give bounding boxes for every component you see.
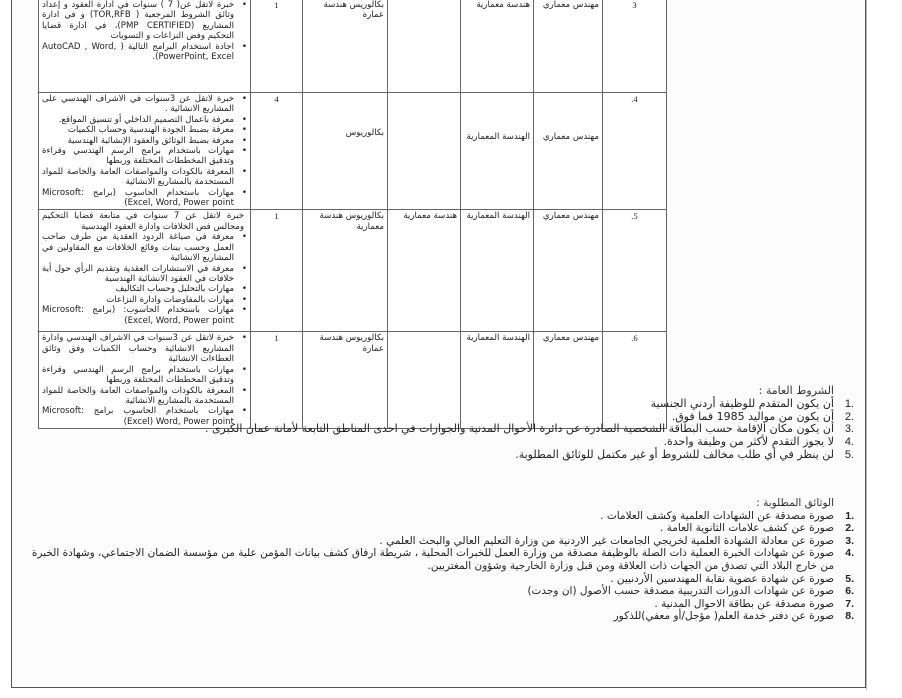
- required-documents-title: الوثائق المطلوبة :: [756, 497, 834, 509]
- document-item: 2. صورة عن كشف علامات الثانوية العامة .: [659, 522, 854, 535]
- job-title: مهندس معماري: [534, 210, 603, 332]
- condition-item: 4. لا يجوز التقدم لأكثر من وظيفة واحدة.: [663, 435, 854, 449]
- general-conditions: [26, 385, 856, 462]
- document-item: 3. صورة عن معادلة الشهادة العلمية لخريجي الجامعات غير الاردنية من وزارة التعليم العالي والبحث العلمي .: [379, 534, 854, 547]
- specialization-2: [388, 93, 461, 210]
- requirement-item: خبرة لاتقل عن 7 سنوات في متابعة قضايا التحكيم ومجالس فض الخلافات وادارة العقود الهندسية: [42, 211, 245, 232]
- requirement-item: • خبرة لاتقل عن 3سنوات في الاشراف الهندسي على المشاريع الانشائية .: [42, 94, 237, 115]
- condition-item: 3. أن يكون مكان الإقامة حسب البطاقة الشخصية الصادرة عن دائرة الأحوال المدنية والجوازات في احدى المناطق التابعة لأمانة عمان الكبرى .: [204, 422, 854, 436]
- requirement-item: • المعرفة بالكودات والمواصفات العامة والخاصة للمواد المستخدمة بالمشاريع الانشائية: [42, 167, 237, 188]
- condition-item: 5. لن ينظر في أي طلب مخالف للشروط أو غير مكتمل للوثائق المطلوبة.: [515, 447, 854, 461]
- requirement-item: • معرفة بضبط الجودة الهندسية وحساب الكميات: [42, 125, 237, 135]
- vacancy-count: 1: [251, 332, 303, 429]
- requirement-item: • خبرة لاتقل عن 3سنوات في الاشراف الهندسي وادارة المشاريع الانشائية وحساب الكميات وفق وثائق العطاءات الانشائية: [42, 333, 237, 364]
- requirement-item: • المعرفة بالكودات والمواصفات العامة والخاصة للمواد المستخدمة بالمشاريع الانشائية: [42, 386, 237, 407]
- requirement-item: • اجادة استخدام البرامج التالية ( AutoCAD , Word, PowerPoint, Excel).: [42, 42, 237, 63]
- specialization: هندسة معمارية: [461, 0, 534, 93]
- requirement-item: • مهارات باستخدام الحاسوب: (برامج Microsoft: Excel, Word, Power point): [42, 305, 237, 326]
- required-documents: [26, 497, 856, 623]
- requirement-item: • معرفة باعمال التصميم الداخلي أو تنسيق المواقع.: [42, 115, 237, 125]
- requirement-item: • مهارات باستخدام الحاسوب برامج Microsoft: Excel) Word, Power point): [42, 406, 237, 427]
- condition-item: 2. أن يكون من مواليد 1985 فما فوق.: [671, 409, 854, 423]
- general-conditions-title: الشروط العامة :: [758, 384, 834, 397]
- vacancy-count: 1: [251, 0, 303, 93]
- row-number: 6.: [603, 332, 667, 429]
- jobs-table: [38, 0, 667, 429]
- document-item: 6. صورة عن شهادات الدورات التدريبية مصدقة حسب الأصول (ان وجدت): [527, 585, 854, 598]
- document-item: 7. صورة مصدقة عن بطاقة الاحوال المدنية .: [654, 597, 854, 610]
- degree: بكالوريس هندسة عمارة: [303, 0, 388, 93]
- job-title: مهندس معماري: [534, 93, 603, 210]
- table-row: [39, 93, 667, 210]
- requirement-item: • مهارات بالتحليل وحساب التكاليف: [42, 284, 237, 294]
- degree: بكالوريوس هندسة معمارية: [303, 210, 388, 332]
- page-edge: [866, 0, 867, 690]
- requirement-item: • مهارات باستخدام الحاسوب (برامج Microsoft: Excel, Word, Power point): [42, 188, 237, 209]
- job-title: مهندس معماري: [534, 0, 603, 93]
- document-item: 5. صورة عن شهادة عضوية نقابة المهندسين الأردنيين .: [610, 572, 854, 585]
- document-item: 8. صورة عن دفتر خدمة العلم( مؤجل/أو معفي)للذكور: [613, 610, 854, 623]
- degree: بكالوريوس: [303, 93, 388, 210]
- requirement-item: • خبرة لاتقل عن( 7 ) سنوات في ادارة العقود و إعداد وثائق الشروط المرجعية ( TOR,RFB) و في ادارة المشاريع (PMP CERTIFIED)، في ادارة قضايا التحكيم وفض النزاعات و التسويات: [42, 0, 237, 42]
- row-number: 5.: [603, 210, 667, 332]
- specialization: الهندسة المعمارية: [461, 332, 534, 429]
- requirement-item: • مهارات بالمفاوضات وادارة النزاعات: [42, 295, 237, 305]
- requirements: [39, 93, 251, 210]
- row-number: 3: [603, 0, 667, 93]
- row-number: 4.: [603, 93, 667, 210]
- vacancy-count: 4: [251, 93, 303, 210]
- requirements: [39, 0, 251, 93]
- document-item: 4. صورة عن شهادات الخبرة العملية ذات الصلة بالوظيفة مصدقة من وزارة العمل للخبرات المحلية ، شريطة ارفاق كشف بيانات المؤمن علية من مؤسسة الضمان الاجتماعي، وشهادة الخبرة من خارج البلاد التي تصدق من الجهات ذات العلاقة ومن قبل وزارة الخارجية وشؤون المغتربين.: [31, 547, 854, 572]
- requirements: [39, 210, 251, 332]
- table-row: [39, 210, 667, 332]
- specialization-2: هندسة معمارية: [388, 210, 461, 332]
- requirement-item: • معرفة في الاستشارات العقدية وتقديم الرأي حول أية خلافات في العقود الانشائية الهندسية: [42, 264, 237, 285]
- specialization-2: [388, 0, 461, 93]
- table-row: [39, 0, 667, 93]
- degree: بكالوريوس هندسة عمارة: [303, 332, 388, 429]
- specialization: الهندسة المعمارية: [461, 93, 534, 210]
- job-title: مهندس معماري: [534, 332, 603, 429]
- requirement-item: • مهارات باستخدام برامج الرسم الهندسي وقراءة وتدقيق المخططات المختلفة وربطها: [42, 365, 237, 386]
- requirement-item: • مهارات باستخدام برامج الرسم الهندسي وقراءة وتدقيق المخططات المختلفة وربطها: [42, 146, 237, 167]
- requirement-item: • معرفة في صياغة الردود العقدية من طرف صاحب العمل وحسب بينات وقائع الخلافات مع المقاولين في المشاريع الانشائية: [42, 232, 237, 263]
- requirement-item: • معرفة بضبط الوثائق والعقود الإنشائية الهندسية: [42, 136, 237, 146]
- condition-item: 1. أن يكون المتقدم للوظيفة أردني الجنسية: [650, 396, 854, 410]
- document-item: 1. صورة مصدقة عن الشهادات العلمية وكشف العلامات .: [600, 509, 854, 522]
- vacancy-count: 1: [251, 210, 303, 332]
- specialization: الهندسة المعمارية: [461, 210, 534, 332]
